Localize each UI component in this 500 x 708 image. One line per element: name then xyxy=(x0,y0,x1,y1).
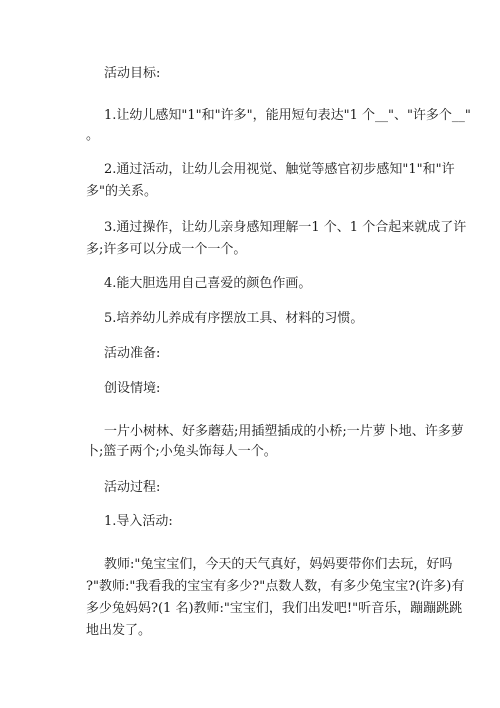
goal-2-line-2: 多"的关系。 xyxy=(86,184,157,199)
goal-3-line-1: 3.通过操作，让幼儿亲身感知理解一1 个、1 个合起来就成了许 xyxy=(104,220,467,235)
goal-2-line-1: 2.通过活动，让幼儿会用视觉、触觉等感官初步感知"1"和"许 xyxy=(104,162,455,177)
dialogue-line-4: 地出发了。 xyxy=(86,623,152,638)
dialogue-line-3: 多少兔妈妈?(1 名)教师:"宝宝们，我们出发吧!"听音乐，蹦蹦跳跳 xyxy=(86,601,463,616)
scene-heading: 创设情境: xyxy=(104,381,161,396)
goal-1-line-1: 1.让幼儿感知"1"和"许多"，能用短句表达"1 个__"、"许多个__" xyxy=(104,108,471,123)
goal-4: 4.能大胆选用自己喜爱的颜色作画。 xyxy=(104,276,312,291)
scene-line-1: 一片小树林、好多蘑菇;用插塑插成的小桥;一片萝卜地、许多萝 xyxy=(104,424,464,439)
goal-5: 5.培养幼儿养成有序摆放工具、材料的习惯。 xyxy=(104,311,364,326)
step-1-heading: 1.导入活动: xyxy=(104,514,173,529)
goal-1-line-2: 。 xyxy=(86,128,100,143)
prep-heading: 活动准备: xyxy=(104,346,161,361)
goals-heading: 活动目标: xyxy=(104,66,161,81)
dialogue-line-2: ?"教师:"我看我的宝宝有多少?"点数人数，有多少兔宝宝?(许多)有 xyxy=(86,579,465,594)
dialogue-line-1: 教师:"兔宝宝们，今天的天气真好，妈妈要带你们去玩，好吗 xyxy=(104,557,453,572)
scene-line-2: 卜;篮子两个;小兔头饰每人一个。 xyxy=(86,444,277,459)
process-heading: 活动过程: xyxy=(104,480,161,495)
goal-3-line-2: 多;许多可以分成一个一个。 xyxy=(86,242,247,257)
